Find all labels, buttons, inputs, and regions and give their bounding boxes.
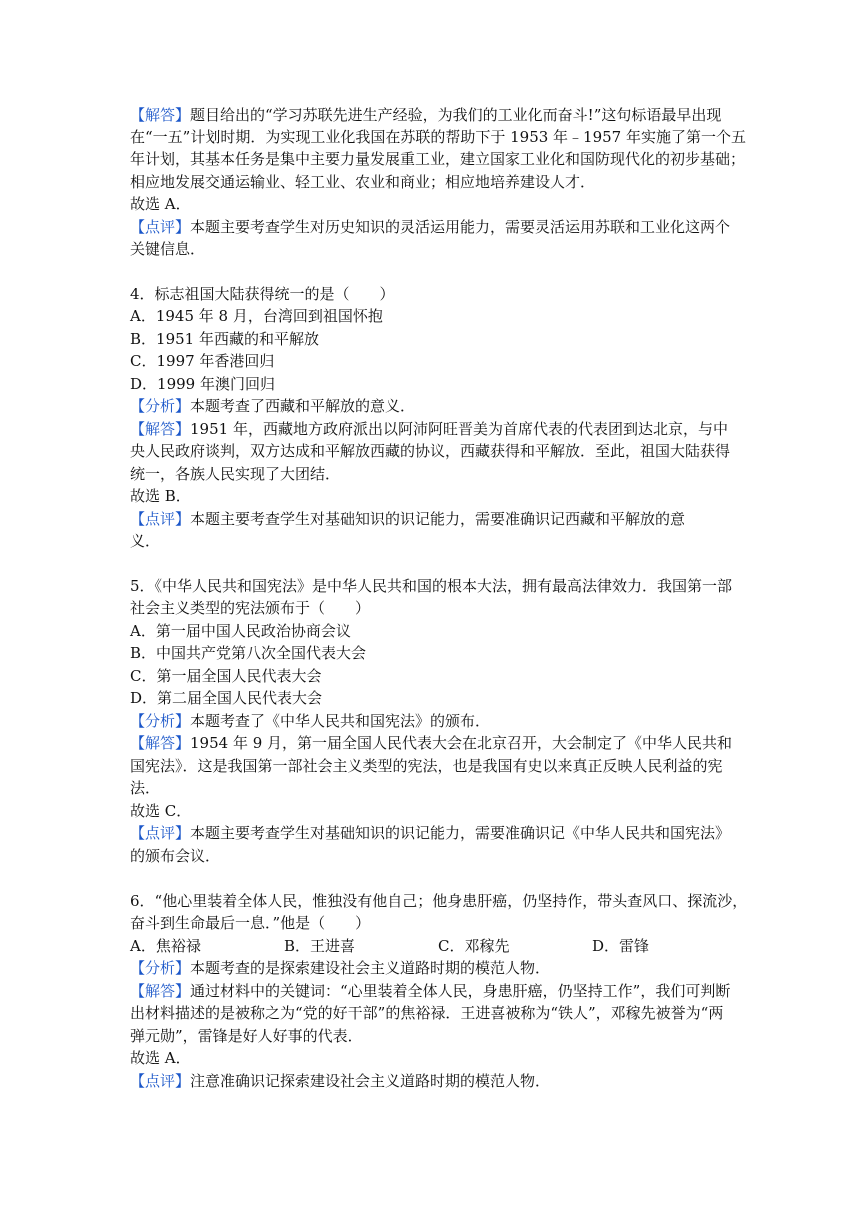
q6-choice: 故选 A． xyxy=(130,1049,191,1067)
q3-answer-line-3: 年计划，其基本任务是集中主要力量发展重工业，建立国家工业化和国防现代化的初步基础； xyxy=(130,150,746,168)
q3-comment-line-2: 关键信息． xyxy=(130,240,206,258)
q4-option-d: D．1999 年澳门回归 xyxy=(130,375,275,393)
q4-comment-line-1: 【点评】本题主要考查学生对基础知识的识记能力，需要准确识记西藏和平解放的意 xyxy=(130,510,686,528)
comment-tag: 【点评】 xyxy=(130,510,191,528)
q6-stem-line-2: 奋斗到生命最后一息．”他是（ ） xyxy=(130,914,371,932)
answer-tag: 【解答】 xyxy=(130,420,191,438)
q4-analysis: 【分析】本题考查了西藏和平解放的意义． xyxy=(130,397,416,415)
q6-answer-line-1: 【解答】通过材料中的关键词：“心里装着全体人民，身患肝癌，仍坚持工作”，我们可判断 xyxy=(130,982,731,1000)
q5-answer-line-1: 【解答】1954 年 9 月，第一届全国人民代表大会在北京召开，大会制定了《中华人民共和 xyxy=(130,734,733,752)
q3-answer-line-1: 【解答】题目给出的“学习苏联先进生产经验，为我们的工业化而奋斗!”这句标语最早出现 xyxy=(130,106,722,124)
comment-tag: 【点评】 xyxy=(130,824,191,842)
q6-answer-line-2: 出材料描述的是被称之为“党的好干部”的焦裕禄．王进喜被称为“铁人”，邓稼先被誉为“两 xyxy=(130,1004,724,1022)
q5-analysis: 【分析】本题考查了《中华人民共和国宪法》的颁布． xyxy=(130,712,491,730)
q3-answer-line-4: 相应地发展交通运输业、轻工业、农业和商业；相应地培养建设人才． xyxy=(130,173,596,191)
q5-comment-line-2: 的颁布会议． xyxy=(130,847,221,865)
q6-stem-line-1: 6．“他心里装着全体人民，惟独没有他自己；他身患肝癌，仍坚持作，带头查风口、探流沙， xyxy=(130,892,748,910)
q5-option-b: B．中国共产党第八次全国代表大会 xyxy=(130,644,367,662)
q6-options-row xyxy=(130,935,730,957)
q3-answer-line-2: 在“一五”计划时期．为实现工业化我国在苏联的帮助下于 1953 年﹣1957 年实施了第一个五 xyxy=(130,128,746,146)
answer-tag: 【解答】 xyxy=(130,106,191,124)
q6-option-c: C．邓稼先 xyxy=(438,937,510,955)
q5-choice: 故选 C． xyxy=(130,802,192,820)
q5-answer-line-2: 国宪法》．这是我国第一部社会主义类型的宪法，也是我国有史以来真正反映人民利益的宪 xyxy=(130,757,723,775)
comment-tag: 【点评】 xyxy=(130,1072,191,1090)
q4-stem: 4．标志祖国大陆获得统一的是（ ） xyxy=(130,285,395,303)
q6-analysis: 【分析】本题考查的是探索建设社会主义道路时期的模范人物． xyxy=(130,959,551,977)
q6-answer-line-3: 弹元勋”，雷锋是好人好事的代表． xyxy=(130,1027,363,1045)
q3-comment-line-1: 【点评】本题主要考查学生对历史知识的灵活运用能力，需要灵活运用苏联和工业化这两个 xyxy=(130,218,731,236)
q5-stem-line-2: 社会主义类型的宪法颁布于（ ） xyxy=(130,599,371,617)
q4-answer-line-2: 央人民政府谈判，双方达成和平解放西藏的协议，西藏获得和平解放．至此，祖国大陆获得 xyxy=(130,442,731,460)
q3-choice: 故选 A． xyxy=(130,195,191,213)
q5-option-a: A．第一届中国人民政治协商会议 xyxy=(130,622,351,640)
q4-answer-line-1: 【解答】1951 年，西藏地方政府派出以阿沛阿旺晋美为首席代表的代表团到达北京，与中 xyxy=(130,420,728,438)
analysis-tag: 【分析】 xyxy=(130,712,191,730)
q5-comment-line-1: 【点评】本题主要考查学生对基础知识的识记能力，需要准确识记《中华人民共和国宪法》 xyxy=(130,824,731,842)
q6-option-d: D．雷锋 xyxy=(592,937,650,955)
q6-option-b: B．王进喜 xyxy=(284,937,356,955)
q4-option-b: B．1951 年西藏的和平解放 xyxy=(130,330,319,348)
q5-answer-line-3: 法． xyxy=(130,779,161,797)
analysis-tag: 【分析】 xyxy=(130,959,191,977)
q4-option-c: C．1997 年香港回归 xyxy=(130,352,275,370)
q4-option-a: A．1945 年 8 月，台湾回到祖国怀抱 xyxy=(130,307,383,325)
q6-comment: 【点评】注意准确识记探索建设社会主义道路时期的模范人物． xyxy=(130,1072,551,1090)
analysis-tag: 【分析】 xyxy=(130,397,191,415)
answer-tag: 【解答】 xyxy=(130,982,191,1000)
comment-tag: 【点评】 xyxy=(130,218,191,236)
q4-answer-line-3: 统一，各族人民实现了大团结． xyxy=(130,465,341,483)
q6-option-a: A．焦裕禄 xyxy=(130,937,201,955)
answer-tag: 【解答】 xyxy=(130,734,191,752)
q5-stem-line-1: 5．《中华人民共和国宪法》是中华人民共和国的根本大法，拥有最高法律效力．我国第一部 xyxy=(130,577,733,595)
q4-comment-line-2: 义． xyxy=(130,532,161,550)
q5-option-c: C．第一届全国人民代表大会 xyxy=(130,667,322,685)
q5-option-d: D．第二届全国人民代表大会 xyxy=(130,689,323,707)
q4-choice: 故选 B． xyxy=(130,487,191,505)
